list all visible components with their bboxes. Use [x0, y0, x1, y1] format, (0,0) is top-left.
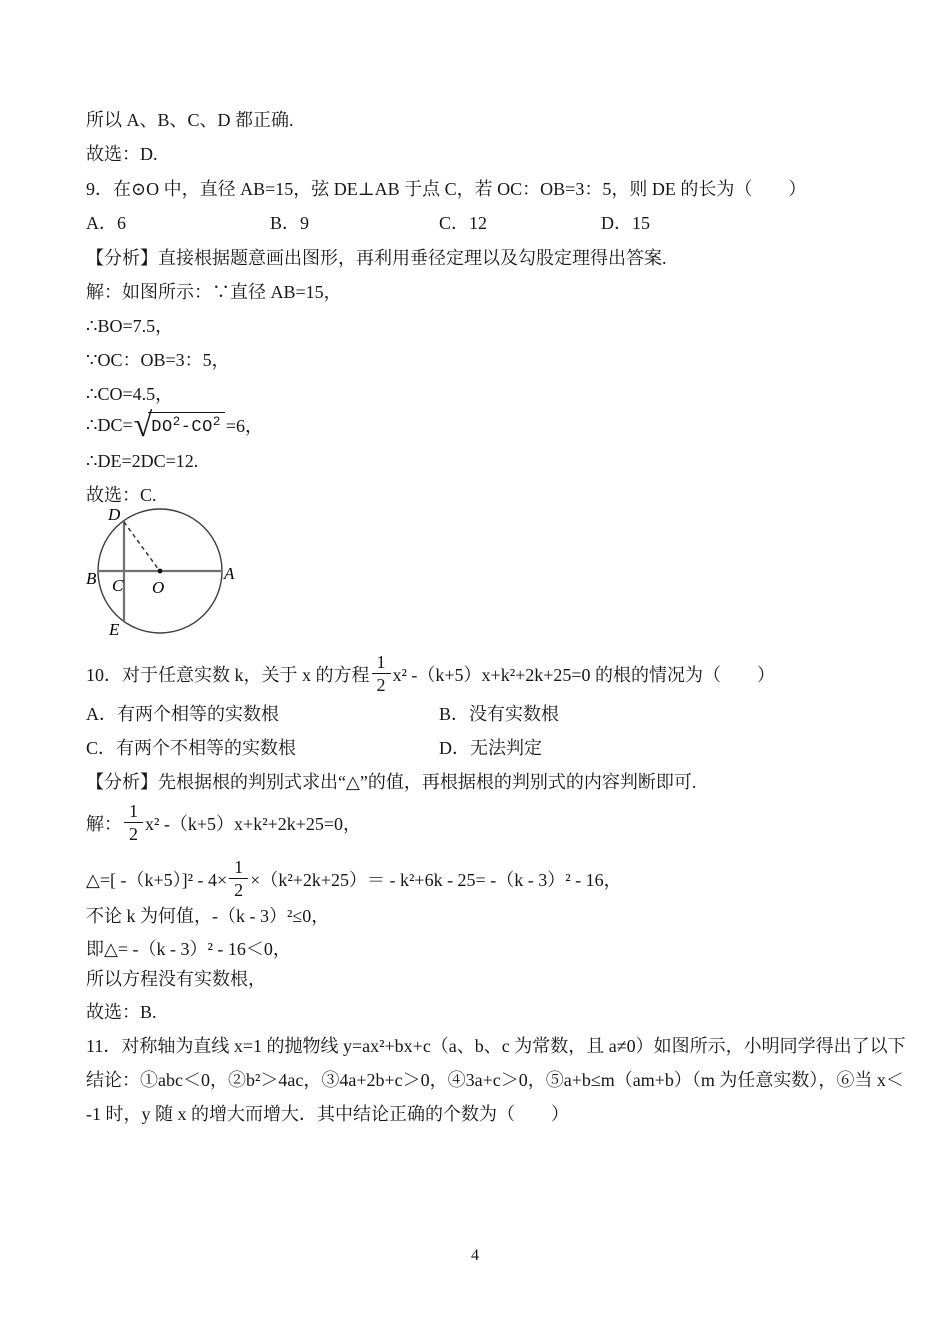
formula-prefix: 解：	[86, 814, 122, 834]
q10-option-c: C．有两个不相等的实数根	[86, 738, 297, 758]
q9-analysis: 【分析】直接根据题意画出图形，再利用垂径定理以及勾股定理得出答案.	[86, 248, 667, 268]
q10-solution-step: 所以方程没有实数根，	[86, 969, 266, 989]
prev-answer-conclusion: 故选：D.	[86, 144, 158, 164]
page-content	[86, 0, 906, 1344]
q9-option-b: B．9	[270, 213, 310, 233]
q11-question-line2: 结论：①abc＜0，②b²＞4ac，③4a+2b+c＞0，④3a+c＞0，⑤a+b≤m（am+b）（m 为任意实数），⑥当 x＜	[86, 1070, 904, 1090]
point-label-o: O	[152, 578, 165, 597]
page-number: 4	[471, 1247, 479, 1264]
fraction-numerator: 1	[124, 801, 143, 823]
fraction-denominator: 2	[234, 880, 244, 900]
fraction-numerator: 1	[229, 857, 248, 879]
fraction-one-half	[372, 652, 391, 696]
point-label-b: B	[86, 569, 97, 588]
radical-icon: √	[133, 406, 153, 444]
q9-option-c: C．12	[439, 213, 488, 233]
q9-question: 9．在⊙O 中，直径 AB=15，弦 DE⊥AB 于点 C，若 OC：OB=3：5，则 DE 的长为（ ）	[86, 179, 807, 199]
question-text-prefix: 10．对于任意实数 k，关于 x 的方程	[86, 665, 370, 685]
q9-option-a: A．6	[86, 213, 126, 233]
q11-question-line3: -1 时，y 随 x 的增大而增大．其中结论正确的个数为（ ）	[86, 1104, 569, 1124]
formula-suffix: ×（k²+2k+25）＝ - k²+6k - 25= -（k - 3）² - 16，	[250, 870, 622, 890]
radicand-term: CO	[191, 417, 213, 437]
q10-options-row1	[86, 702, 872, 726]
fraction-one-half	[229, 857, 248, 901]
prev-answer-line: 所以 A、B、C、D 都正确.	[86, 110, 294, 130]
q9-solution-step: 解：如图所示：∵直径 AB=15，	[86, 282, 342, 302]
radius-do-dashed-line	[124, 522, 159, 570]
formula-suffix: x² -（k+5）x+k²+2k+25=0，	[145, 814, 362, 834]
q10-option-b: B．没有实数根	[439, 704, 560, 724]
q9-sqrt-formula	[86, 403, 263, 447]
point-label-e: E	[109, 620, 120, 639]
radicand-term: DO	[151, 417, 173, 437]
q10-equation-line	[86, 795, 361, 851]
formula-prefix: △=[ -（k+5）]² - 4×	[86, 870, 228, 890]
q9-solution-step: ∴DE=2DC=12.	[86, 451, 199, 471]
q10-conclusion: 故选：B.	[86, 1002, 157, 1022]
q11-question-line1: 11．对称轴为直线 x=1 的抛物线 y=ax²+bx+c（a、b、c 为常数，且 a≠0）如图所示，小明同学得出了以下	[86, 1036, 906, 1056]
radicand-exponent: 2	[212, 414, 221, 429]
q9-options	[86, 211, 872, 235]
radicand-operator: -	[180, 417, 192, 437]
fraction-one-half	[124, 801, 143, 845]
q10-option-a: A．有两个相等的实数根	[86, 704, 279, 724]
point-label-a: A	[224, 564, 235, 583]
q9-solution-step: ∴CO=4.5，	[86, 384, 174, 404]
circle-diagram	[86, 500, 236, 650]
question-text-suffix: x² -（k+5）x+k²+2k+25=0 的根的情况为（ ）	[392, 665, 776, 685]
q10-discriminant-line	[86, 851, 622, 907]
fraction-numerator: 1	[372, 652, 391, 674]
radicand-exponent: 2	[172, 414, 181, 429]
formula-suffix: =6，	[225, 416, 263, 436]
q9-option-d: D．15	[601, 213, 650, 233]
point-label-c: C	[112, 576, 124, 595]
point-label-d: D	[108, 505, 121, 524]
q10-analysis: 【分析】先根据根的判别式求出“△”的值，再根据根的判别式的内容判断即可.	[86, 772, 697, 792]
q10-option-d: D．无法判定	[439, 738, 542, 758]
fraction-denominator: 2	[129, 824, 138, 844]
q9-conclusion: 故选：C.	[86, 485, 157, 505]
fraction-denominator: 2	[376, 675, 386, 695]
q10-question	[86, 646, 775, 702]
q9-solution-step: ∵OC：OB=3：5，	[86, 350, 230, 370]
q10-solution-step: 不论 k 为何值，-（k - 3）²≤0，	[86, 906, 330, 926]
q10-solution-step: 即△= -（k - 3）² - 16＜0，	[86, 939, 291, 959]
q10-options-row2	[86, 736, 872, 760]
q9-solution-step: ∴BO=7.5，	[86, 316, 174, 336]
center-point	[158, 569, 163, 574]
radicand	[148, 412, 225, 437]
square-root-expression	[134, 408, 225, 443]
formula-prefix: ∴DC=	[86, 414, 133, 435]
